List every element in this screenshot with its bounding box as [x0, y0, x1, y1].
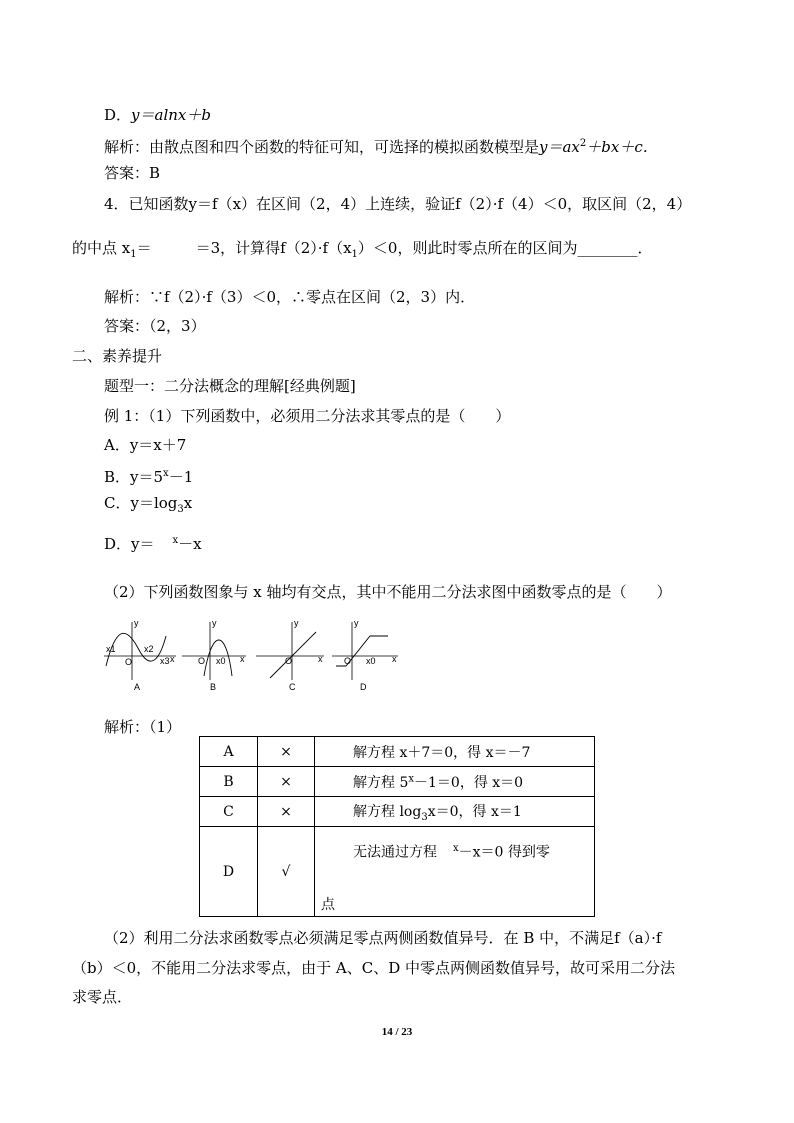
- example-1-question: 例 1：（1）下列函数中，必须用二分法求其零点的是（ ）: [104, 407, 511, 425]
- row-label: D: [200, 827, 258, 917]
- row-text-b: －x＝0 得到零: [458, 844, 550, 861]
- option-d-prefix: D．: [104, 106, 132, 124]
- graph-a: [104, 618, 180, 698]
- option-c: [104, 493, 192, 520]
- table-row: [200, 827, 595, 917]
- graph-c-caption: C: [289, 682, 296, 692]
- graph-a-caption: A: [134, 682, 141, 692]
- graph-a-x-label: x: [170, 654, 175, 664]
- graph-b-mark: x0: [216, 656, 226, 666]
- option-c-sub: 3: [177, 504, 184, 515]
- graph-b-x-label: x: [240, 654, 245, 664]
- row-mark: ×: [258, 737, 315, 767]
- row-text-b: －1＝0，得 x＝0: [414, 774, 524, 791]
- example-1-part-2: （2）下列函数图象与 x 轴均有交点，其中不能用二分法求图中函数零点的是（ ）: [104, 583, 672, 601]
- row-mark: ×: [258, 797, 315, 827]
- option-d2-sup: x: [172, 535, 179, 546]
- option-c-b: x: [183, 494, 193, 512]
- row-text-a: 解方程 log: [353, 803, 422, 820]
- graph-a-mark-3: x3: [160, 656, 170, 666]
- row-text-a: 无法通过方程: [353, 844, 437, 861]
- graph-a-origin: O: [125, 657, 133, 667]
- row-text: [315, 827, 595, 917]
- row-text-sup: x: [408, 772, 414, 784]
- graph-a-mark-1: x1: [106, 644, 116, 654]
- graph-d-mark: x0: [366, 656, 376, 666]
- analysis-1-formula-sup: 2: [579, 138, 587, 149]
- row-label: B: [200, 767, 258, 797]
- graph-b-origin: O: [198, 656, 206, 666]
- table-row: [200, 767, 595, 797]
- row-mark: √: [258, 827, 315, 917]
- option-b-a: B．y＝5: [104, 468, 164, 486]
- row-text: [315, 797, 595, 827]
- analysis-1-formula-b: ＋bx＋c．: [586, 138, 658, 156]
- row-label: C: [200, 797, 258, 827]
- row-text: [315, 767, 595, 797]
- analysis-1: [104, 134, 658, 157]
- analysis-1-formula-a: y＝ax: [539, 138, 580, 156]
- option-d2: [104, 531, 202, 554]
- solution-2-line1: （2）利用二分法求函数零点必须满足零点两侧函数值异号．在 B 中，不满足f（a）·f: [104, 929, 662, 947]
- row-text-line1: [315, 839, 594, 863]
- row-label: A: [200, 737, 258, 767]
- solution-2-line3: 求零点．: [72, 988, 133, 1006]
- option-c-a: C．y＝log: [104, 494, 178, 512]
- q4-text-e: ）＜0，则此时零点所在的区间为________．: [357, 239, 653, 257]
- graph-b-svg: [182, 618, 252, 694]
- graph-d-origin: O: [344, 656, 352, 666]
- graph-d-caption: D: [360, 682, 367, 692]
- q4-text-a: 的中点 x: [72, 239, 131, 257]
- graph-c-x-label: x: [318, 654, 323, 664]
- row-text: 解方程 x＋7＝0，得 x＝－7: [315, 737, 595, 767]
- graph-b-y-label: y: [212, 618, 217, 628]
- table-row: [200, 737, 595, 767]
- row-mark: ×: [258, 767, 315, 797]
- graph-a-y-label: y: [134, 618, 139, 628]
- answer-1: 答案：B: [104, 164, 161, 182]
- question-4-line2: [72, 238, 652, 265]
- graph-b-caption: B: [210, 682, 217, 692]
- q4-text-b: ＝: [136, 239, 152, 257]
- q4-text-c: ＝3，计算得f（2）·f（x: [195, 239, 352, 257]
- graph-b: [182, 618, 252, 698]
- row-text-sup: x: [453, 843, 459, 854]
- row-text-sub: 3: [421, 811, 428, 823]
- q4-sub-1: 1: [130, 249, 137, 260]
- analysis-4: 解析：∵f（2）·f（3）＜0，∴零点在区间（2，3）内．: [104, 288, 476, 306]
- row-text-line2: 点: [321, 896, 335, 913]
- graph-d-x-label: x: [392, 654, 397, 664]
- row-text-b: x＝0，得 x＝1: [427, 803, 522, 820]
- graph-c-y-label: y: [294, 618, 299, 628]
- graph-a-mark-2: x2: [144, 644, 154, 654]
- option-b-sup: x: [163, 468, 169, 479]
- option-d2-a: D．y＝: [104, 535, 155, 553]
- graph-d-svg: [332, 618, 402, 694]
- option-b: [104, 464, 193, 487]
- graph-d: [332, 618, 402, 698]
- graph-c-line: [270, 632, 316, 678]
- graph-c: [256, 618, 330, 698]
- option-b-b: －1: [168, 468, 194, 486]
- option-a: A．y＝x＋7: [104, 436, 187, 454]
- analysis-example-1: 解析：（1）: [104, 718, 182, 736]
- answer-4: 答案：（2，3）: [104, 317, 206, 335]
- option-d2-b: －x: [178, 535, 202, 553]
- page-number: 14 / 23: [381, 1026, 413, 1038]
- q4-sub-2: 1: [351, 249, 358, 260]
- type-1-heading: 题型一：二分法概念的理解[经典例题]: [104, 377, 356, 395]
- table-row: [200, 797, 595, 827]
- section-2-heading: 二、素养提升: [72, 347, 163, 365]
- option-d-formula: y＝alnx＋b: [131, 106, 211, 124]
- row-text-a: 解方程 5: [353, 774, 409, 791]
- option-d-line: [104, 105, 211, 125]
- graph-c-origin: O: [285, 656, 293, 666]
- question-4-line1: 4．已知函数y＝f（x）在区间（2，4）上连续，验证f（2）·f（4）＜0，取区间（2，4）: [104, 195, 692, 213]
- analysis-1-text: 解析：由散点图和四个函数的特征可知，可选择的模拟函数模型是: [104, 138, 540, 156]
- graph-d-y-label: y: [354, 618, 359, 628]
- solution-2-line2: （b）＜0，不能用二分法求零点，由于 A、C、D 中零点两侧函数值异号，故可采用二分法: [72, 959, 676, 977]
- graph-a-svg: [104, 618, 180, 694]
- solution-table: [199, 736, 595, 917]
- graph-c-svg: [256, 618, 330, 694]
